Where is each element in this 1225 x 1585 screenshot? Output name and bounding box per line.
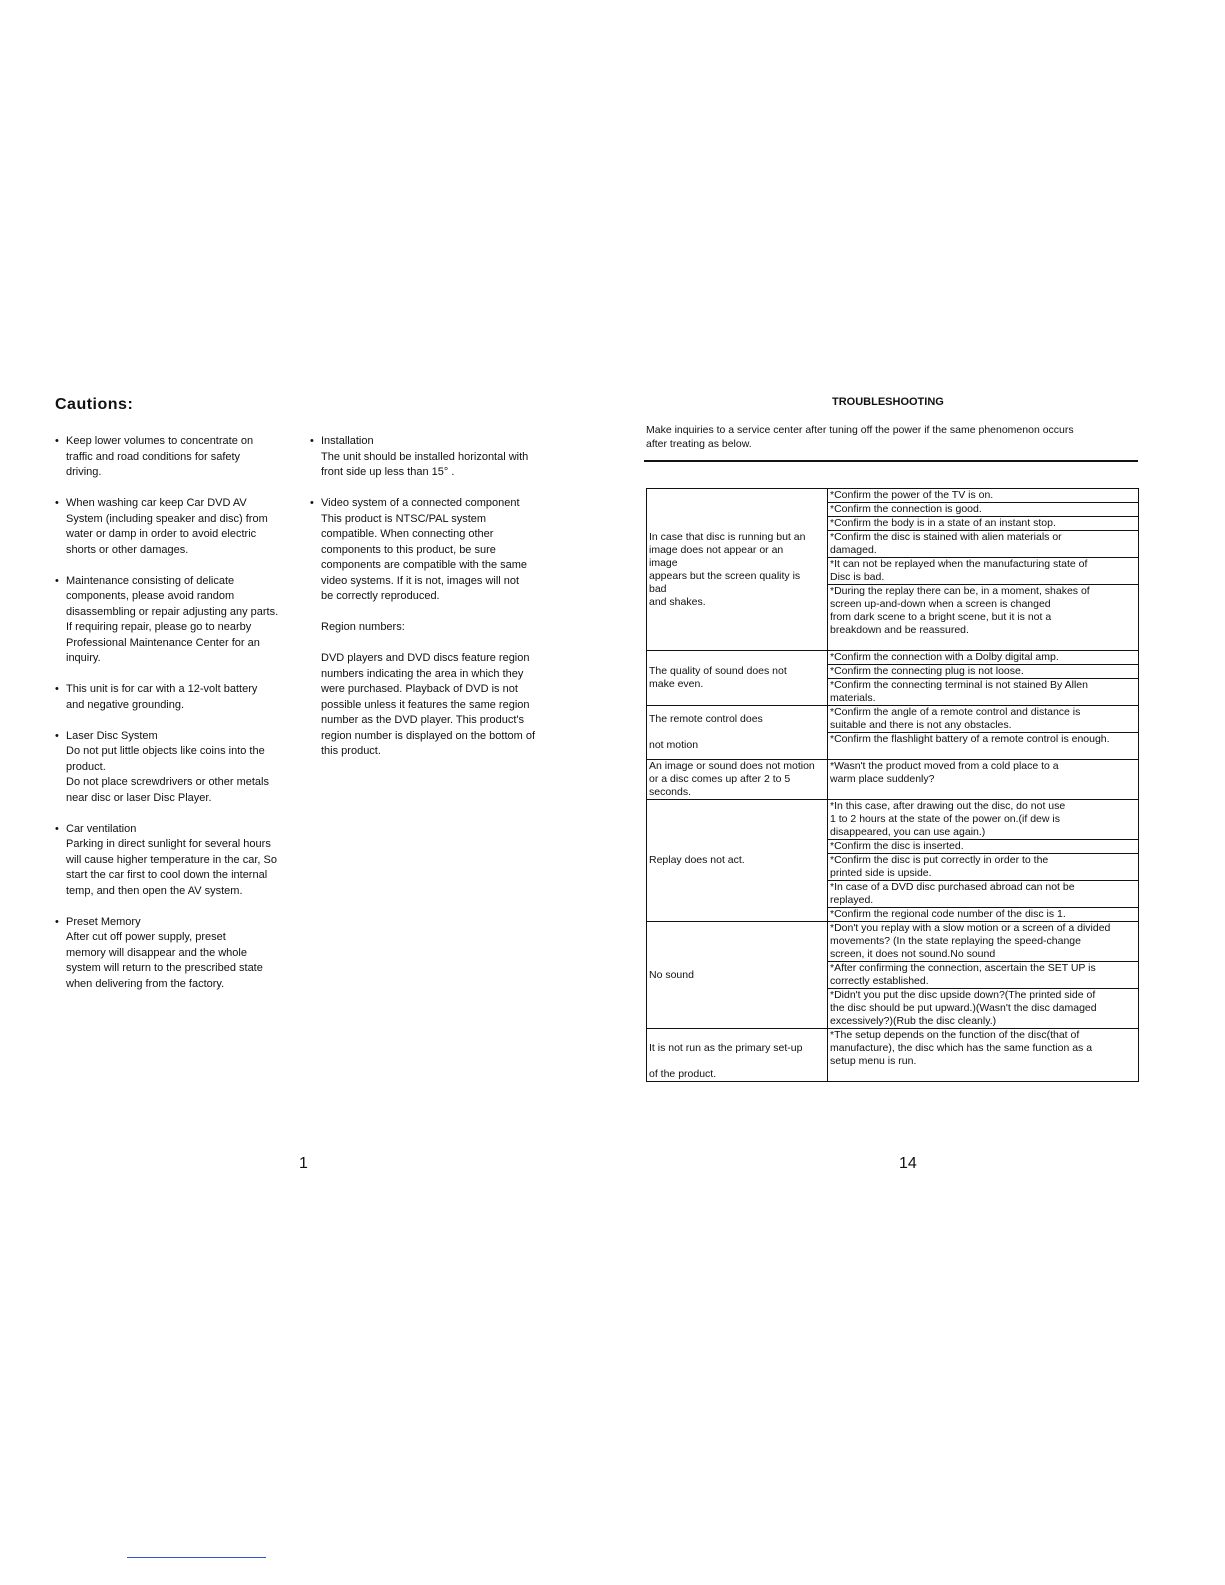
caution-line: near disc or laser Disc Player. — [66, 791, 212, 804]
solution-cell — [828, 679, 1139, 706]
solution-line: *Confirm the disc is inserted. — [830, 840, 964, 852]
caution-line: front side up less than 15° . — [321, 466, 455, 478]
solution-cell — [828, 989, 1139, 1029]
caution-line: Parking in direct sunlight for several hours — [66, 838, 271, 850]
solution-cell — [828, 503, 1139, 517]
solution-line: excessively?)(Rub the disc cleanly.) — [830, 1015, 997, 1027]
table-row — [647, 800, 1139, 840]
solution-line: *Confirm the disc is stained with alien materials or — [830, 531, 1062, 543]
solution-line: setup menu is run. — [830, 1055, 917, 1067]
solution-line: correctly established. — [830, 975, 929, 987]
caution-item — [310, 496, 572, 605]
region-text — [310, 651, 572, 760]
solution-line: *Wasn't the product moved from a cold place to a — [830, 760, 1059, 772]
solution-cell — [828, 733, 1139, 760]
table-row — [647, 651, 1139, 665]
problem-line: An image or sound does not motion — [649, 760, 815, 772]
problem-cell — [647, 760, 828, 800]
bullet-icon: • — [310, 497, 314, 509]
problem-line: appears but the screen quality is — [649, 569, 801, 582]
solution-cell — [828, 854, 1139, 881]
problem-line: or a disc comes up after 2 to 5 — [649, 773, 791, 785]
solution-cell — [828, 962, 1139, 989]
caution-line: components to this product, be sure — [321, 543, 496, 556]
solution-cell — [828, 517, 1139, 531]
solution-line: suitable and there is not any obstacles. — [830, 719, 1012, 731]
intro-line: after treating as below. — [646, 438, 752, 450]
caution-line: Laser Disc System — [66, 729, 158, 742]
solution-line: replayed. — [830, 894, 874, 906]
caution-line: If requiring repair, please go to nearby — [66, 621, 252, 633]
table-row — [647, 489, 1139, 503]
solution-line: 1 to 2 hours at the state of the power on.(if dew is — [830, 813, 1060, 825]
page-number-right: 14 — [899, 1155, 917, 1172]
table-row — [647, 706, 1139, 733]
solution-line — [830, 786, 1136, 799]
solution-cell — [828, 558, 1139, 585]
problem-line: image does not appear or an — [649, 543, 784, 556]
caution-line: product. — [66, 760, 106, 773]
caution-item — [55, 496, 307, 558]
solution-line: *During the replay there can be, in a moment, shakes of — [830, 585, 1090, 597]
caution-line: video systems. If it is not, images will not — [321, 574, 520, 587]
problem-line — [649, 1055, 825, 1068]
solution-cell — [828, 585, 1139, 651]
solution-line: *In this case, after drawing out the disc, do not use — [830, 800, 1066, 812]
caution-line: Installation — [321, 435, 374, 447]
solution-cell — [828, 706, 1139, 733]
troubleshooting-intro — [646, 423, 1074, 451]
caution-line: and negative grounding. — [66, 698, 185, 711]
bottom-underline — [127, 1557, 266, 1558]
caution-line: when delivering from the factory. — [66, 977, 225, 990]
solution-line: manufacture), the disc which has the same function as a — [830, 1042, 1093, 1054]
caution-line: Preset Memory — [66, 915, 141, 928]
caution-line: Do not put little objects like coins into the — [66, 745, 265, 757]
solution-line: warm place suddenly? — [830, 773, 935, 785]
solution-cell — [828, 489, 1139, 503]
cautions-column-1 — [55, 434, 307, 1008]
solution-line: *Confirm the connection is good. — [830, 503, 982, 515]
problem-cell — [647, 489, 828, 651]
problem-line: No sound — [649, 968, 694, 981]
intro-line: Make inquiries to a service center after tuning off the power if the same phenomenon occurs — [646, 424, 1074, 436]
region-line: region number is displayed on the bottom of — [321, 729, 536, 742]
solution-line: screen, it does not sound.No sound — [830, 948, 996, 960]
solution-line: damaged. — [830, 544, 877, 556]
problem-line: seconds. — [649, 786, 692, 798]
caution-line: The unit should be installed horizontal with — [321, 450, 529, 463]
caution-item — [55, 729, 307, 807]
table-row — [647, 760, 1139, 800]
caution-line: Video system of a connected component — [321, 497, 520, 509]
solution-cell — [828, 531, 1139, 558]
caution-item — [310, 434, 572, 481]
problem-line: The remote control does — [649, 713, 763, 725]
solution-cell — [828, 908, 1139, 922]
solution-cell — [828, 760, 1139, 800]
solution-line: screen up-and-down when a screen is changed — [830, 598, 1051, 610]
problem-line: The quality of sound does not — [649, 665, 787, 677]
solution-line — [830, 637, 1136, 650]
caution-item — [55, 574, 307, 667]
caution-line: water or damp in order to avoid electric — [66, 528, 257, 540]
caution-line: temp, and then open the AV system. — [66, 884, 243, 897]
caution-line: Do not place screwdrivers or other metals — [66, 776, 269, 788]
solution-line — [830, 746, 1136, 759]
page-number-left: 1 — [299, 1155, 308, 1172]
caution-line: When washing car keep Car DVD AV — [66, 497, 247, 509]
problem-line: It is not run as the primary set-up — [649, 1042, 803, 1054]
problem-cell — [647, 800, 828, 922]
caution-item — [55, 682, 307, 713]
solution-cell — [828, 800, 1139, 840]
region-line: numbers indicating the area in which they — [321, 667, 524, 680]
caution-line: This product is NTSC/PAL system — [321, 512, 487, 525]
caution-line: shorts or other damages. — [66, 543, 189, 556]
solution-line: *Confirm the body is in a state of an instant stop. — [830, 517, 1056, 529]
caution-line: This unit is for car with a 12-volt battery — [66, 683, 258, 695]
solution-line: *Didn't you put the disc upside down?(The printed side of — [830, 989, 1096, 1001]
bullet-icon: • — [55, 683, 59, 695]
solution-cell — [828, 651, 1139, 665]
solution-line: *Confirm the power of the TV is on. — [830, 489, 994, 501]
region-heading — [310, 620, 572, 636]
bullet-icon: • — [55, 574, 59, 587]
region-line: this product. — [321, 745, 381, 757]
table-row — [647, 1029, 1139, 1082]
caution-line: memory will disappear and the whole — [66, 946, 247, 959]
region-line: DVD players and DVD discs feature region — [321, 652, 530, 664]
caution-line: compatible. When connecting other — [321, 528, 494, 540]
solution-line: *Confirm the regional code number of the disc is 1. — [830, 908, 1066, 920]
problem-line: and shakes. — [649, 595, 706, 608]
problem-line — [649, 726, 825, 739]
region-line: number as the DVD player. This product's — [321, 714, 525, 726]
solution-line: printed side is upside. — [830, 867, 932, 879]
solution-line: *Confirm the connection with a Dolby digital amp. — [830, 651, 1059, 663]
bullet-icon: • — [55, 915, 59, 928]
problem-line: Replay does not act. — [649, 854, 745, 866]
region-heading-text: Region numbers: — [321, 621, 405, 633]
caution-line: components, please avoid random — [66, 590, 235, 602]
caution-line: will cause higher temperature in the car, So — [66, 853, 277, 866]
solution-line: Disc is bad. — [830, 571, 885, 583]
problem-cell — [647, 651, 828, 706]
solution-cell — [828, 840, 1139, 854]
solution-line: materials. — [830, 692, 876, 704]
solution-line: *Confirm the connecting plug is not loose. — [830, 665, 1024, 677]
caution-line: disassembling or repair adjusting any parts. — [66, 605, 279, 618]
problem-cell — [647, 922, 828, 1029]
caution-line: inquiry. — [66, 652, 101, 664]
solution-line: breakdown and be reassured. — [830, 624, 969, 636]
divider-rule — [644, 460, 1138, 462]
solution-line: *Confirm the disc is put correctly in order to the — [830, 854, 1049, 866]
solution-cell — [828, 922, 1139, 962]
cautions-column-2 — [310, 434, 572, 775]
solution-line: movements? (In the state replaying the speed-change — [830, 935, 1081, 947]
problem-cell — [647, 706, 828, 760]
caution-line: Keep lower volumes to concentrate on — [66, 435, 254, 447]
solution-line: disappeared, you can use again.) — [830, 826, 986, 838]
solution-line: *It can not be replayed when the manufacturing state of — [830, 558, 1088, 570]
solution-cell — [828, 1029, 1139, 1082]
solution-line: *Don't you replay with a slow motion or a screen of a divided — [830, 922, 1111, 934]
cautions-title: Cautions: — [55, 396, 134, 413]
caution-line: start the car first to cool down the internal — [66, 869, 268, 881]
caution-line: traffic and road conditions for safety — [66, 450, 241, 463]
bullet-icon: • — [310, 435, 314, 447]
caution-item — [55, 915, 307, 993]
caution-line: Car ventilation — [66, 822, 137, 835]
bullet-icon: • — [55, 822, 59, 835]
caution-line: be correctly reproduced. — [321, 590, 440, 602]
problem-line: of the product. — [649, 1068, 717, 1080]
problem-line: bad — [649, 582, 667, 595]
problem-line: make even. — [649, 678, 704, 690]
solution-cell — [828, 881, 1139, 908]
problem-cell — [647, 1029, 828, 1082]
solution-line: *Confirm the flashlight battery of a remote control is enough. — [830, 733, 1110, 745]
problem-line — [649, 1029, 825, 1042]
solution-line: the disc should be put upward.)(Wasn't the disc damaged — [830, 1002, 1097, 1014]
problem-line: In case that disc is running but an — [649, 530, 806, 543]
solution-line: *In case of a DVD disc purchased abroad can not be — [830, 881, 1075, 893]
problem-line: image — [649, 556, 678, 569]
solution-line: from dark scene to a bright scene, but it is not a — [830, 611, 1052, 623]
caution-item — [55, 822, 307, 900]
solution-line — [830, 1068, 1136, 1081]
problem-line: not motion — [649, 739, 699, 751]
troubleshooting-table — [646, 488, 1139, 1082]
caution-item — [55, 434, 307, 481]
caution-line: Maintenance consisting of delicate — [66, 574, 235, 587]
solution-line: *Confirm the angle of a remote control and distance is — [830, 706, 1081, 718]
solution-line: *The setup depends on the function of the disc(that of — [830, 1029, 1080, 1041]
bullet-icon: • — [55, 497, 59, 509]
caution-line: System (including speaker and disc) from — [66, 512, 268, 525]
table-row — [647, 922, 1139, 962]
caution-line: components are compatible with the same — [321, 559, 528, 571]
solution-cell — [828, 665, 1139, 679]
troubleshooting-title: TROUBLESHOOTING — [832, 396, 944, 408]
caution-line: driving. — [66, 466, 102, 478]
solution-line: *After confirming the connection, ascertain the SET UP is — [830, 962, 1096, 974]
right-page — [612, 0, 1225, 1585]
solution-line: *Confirm the connecting terminal is not stained By Allen — [830, 679, 1088, 691]
left-page — [0, 0, 612, 1585]
region-line: possible unless it features the same region — [321, 698, 530, 711]
region-line: were purchased. Playback of DVD is not — [321, 683, 518, 695]
bullet-icon: • — [55, 435, 59, 447]
caution-line: After cut off power supply, preset — [66, 931, 226, 943]
caution-line: Professional Maintenance Center for an — [66, 636, 260, 649]
caution-line: system will return to the prescribed state — [66, 962, 263, 974]
bullet-icon: • — [55, 729, 59, 742]
